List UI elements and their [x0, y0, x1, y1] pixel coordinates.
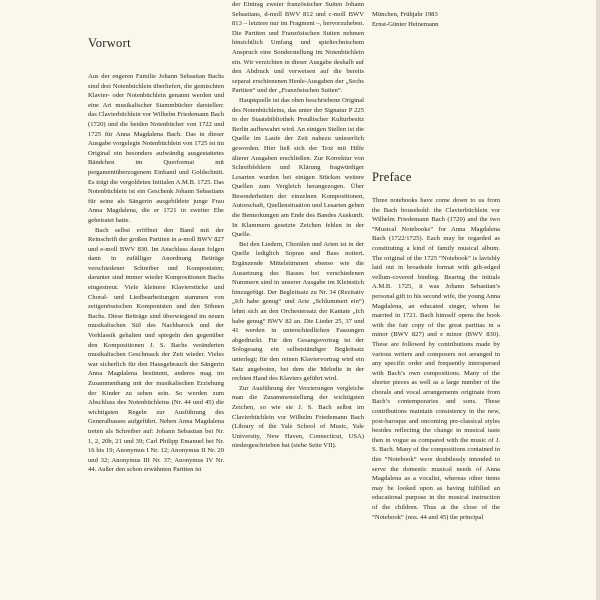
signature-block: [372, 10, 500, 29]
preface-column: [372, 196, 500, 522]
page-edge-divider: [596, 0, 600, 600]
vorwort-paragraph: Zur Ausführung der Verzierungen vergleiche man die Zusammenstellung der wichtigsten Zeichen, so wie sie J. S. Bach selbst im Clavierbüchlein vor Wilhelm Friedemann Bach (Library of the Yale School of Music, Yale University, New Haven, Connecticut, USA) niedergeschrieben hat (siehe Seite VII).: [232, 384, 364, 450]
vorwort-column-3: [372, 0, 500, 29]
vorwort-paragraph: Bach selbst eröffnet den Band mit der Reinschrift der großen Partiten in a-moll BWV 827 und e-moll BWV 830. Im Anschluss daran folgen dann in zufälliger Anordnung Beiträge verschiedener Schreiber und Komponisten; darunter sind immer wieder Kompositionen Bachs eingestreut. Viele kleinere Klavierstücke und Choral- und Liedbearbeitungen stammen von zeitgenössischen Komponisten und den Söhnen Bachs. Diese Beiträge sind überwiegend im neuen musikalischen Stil des Nachbarock und der Vorklassik gehalten und spiegeln den gegenüber den Kompositionen J. S. Bachs veränderten musikalischen Geschmack der Zeit wieder. Vieles war sicherlich für den Hausgebrauch der Sängerin Anna Magdalena bestimmt, anderes mag im Zusammenhang mit der musikalischen Erziehung der Kinder zu sehen sein. So werden zum Abschluss des Notenbüchleins (Nr. 44 und 45) die wichtigsten Regeln zur Ausführung des Generalbasses aufgeführt. Neben Anna Magdalena treten als Schreiber auf: Johann Sebastian bei Nr. 1, 2, 20b, 21 und 39; Carl Philipp Emanuel bei Nr. 16 bis 19; Anonymus I Nr. 12; Anonymus II Nr. 20 und 32; Anonymus III Nr. 37; Anonymus IV Nr. 44. Außer den schon erwähnten Partiten ist: [88, 226, 224, 474]
signature-place-date: München, Frühjahr 1983: [372, 11, 438, 18]
vorwort-paragraph: der Eintrag zweier französischer Suiten Johann Sebastians, d-moll BWV 812 und c-moll BWV 813 – letztere nur im Fragment –, hervorzuheben. Die Partiten und Französischen Suiten nehmen hinsichtlich Umfang und spieltechnischem Anspruch eine Sonderstellung im Notenbüchlein ein. Wir verzichten in dieser Ausgabe deshalb auf den Abdruck und verweisen auf die bereits separat erschienenen Henle-Ausgaben der „Sechs Partiten“ und der „Französischen Suiten“.: [232, 1, 364, 95]
vorwort-heading: Vorwort: [88, 36, 131, 50]
vorwort-paragraph: Bei den Liedern, Chorälen und Arien ist in der Quelle lediglich Sopran und Bass notiert. Ergänzende Mittelstimmen ebenso wie die Aussetzung des Basses bei verschiedenen Nummern sind in unserer Ausgabe im Kleinstich hinzugefügt. Der Begleitsatz zu Nr. 34 (Rezitativ „Ich habe genug“ und Arie „Schlummert ein“) lehnt sich an den Orchestersatz der Kantate „Ich habe genug“ BWV 82 an. Die Lieder 25, 37 und 41 werden in unterschiedlichen Fassungen abgedruckt. Für den Gesangsvortrag ist der Sologesang ein selbstständiger Begleitsatz unterlegt; für den reinen Klaviervortrag wird ein Satz angeboten, bei dem die Melodie in der rechten Hand des Klaviers geführt wird.: [232, 240, 364, 383]
vorwort-column-1: [88, 72, 224, 475]
preface-heading: Preface: [372, 170, 412, 184]
preface-paragraph: Three notebooks have come down to us from the Bach household: the Clavierbüchlein vor Wilhelm Friedemann Bach (1720) and the two “Musical Notebooks” for Anna Magdalena Bach (1722/1725). Each may be regarded as constituting a kind of family musical album. The original of the 1725 “Notebook” is lavishly laid out in broadside format with gilt-edged vellum-covered binding. Bearing the initials A.M.B. 1725, it was Johann Sebastian’s personal gift to his second wife, the young Anna Magdalena, an educated singer, whom he married in 1721. Bach himself opens the book with the fair copy of the great partitas in a minor (BWV 827) and e minor (BWV 830). These are followed by contributions made by various writers and composers not arranged in any specific order and frequently interspersed with Bach’s own compositions. Many of the shorter pieces as well as a large number of the chorale and vocal arrangements originate from Bach’s contemporaries and sons. These contributions maintain consistency in the new, post-baroque and oncoming pre-classical styles besides reflecting the change in musical taste then in vogue as compared with the music of J. S. Bach. Many of the compositions contained in this “Notebook” were doubtlessly intended to serve the domestic musical needs of Anna Magdalena as a vocalist, whereas other items may be looked upon as having fulfilled an educational purpose in the musical instruction of the children. Thus at the close of the “Notebook” (nos. 44 and 45) the principal: [372, 197, 500, 521]
vorwort-paragraph: Aus der engeren Familie Johann Sebastian Bachs sind drei Notenbüchlein überliefert, die gemischten Klavier- oder Notenbüchlein genannt werden und eine Art musikalischer Stammbücher darstellen: das Clavierbüchlein vor Wilhelm Friedemann Bach (1720) und die beiden Notenbücher von 1722 und 1725 für Anna Magdalena Bach. Das in dieser Ausgabe vorgelegte Notenbüchlein von 1725 ist im Original ein besonders aufwändig ausgestattetes Bändchen im Querformat mit pergamentüberzogenem Einband und Goldschnitt. Es trägt die vergoldeten Initialen A.M.B. 1725. Das Notenbüchlein ist ein Geschenk Johann Sebastians für seine als Sängerin ausgebildete junge Frau Anna Magdalena, die er 1721 in zweiter Ehe geheiratet hatte.: [88, 73, 224, 224]
vorwort-column-2: [232, 0, 364, 451]
signature-author: Ernst-Günter Heinemann: [372, 20, 439, 28]
vorwort-paragraph: Hauptquelle ist das oben beschriebene Original des Notenbüchleins, das unter der Signatur P 225 in der Staatsbibliothek Preußischer Kulturbesitz Berlin aufbewahrt wird. An einigen Stellen ist die Quelle im Laufe der Zeit nahezu unleserlich geworden. Hier ließ sich der Text mit Hilfe älterer Ausgaben erschließen. Zur Korrektur von Schreibfehlern und Klärung fragwürdiger Lesarten wurden bei einigen Stücken weitere Quellen zum Vergleich herangezogen. Über Besonderheiten der einzelnen Kompositionen, Autorschaft, Quellensituation und Lesarten geben die Bemerkungen am Ende des Bandes Auskunft. In Klammern gesetzte Zeichen fehlen in der Quelle.: [232, 96, 364, 239]
